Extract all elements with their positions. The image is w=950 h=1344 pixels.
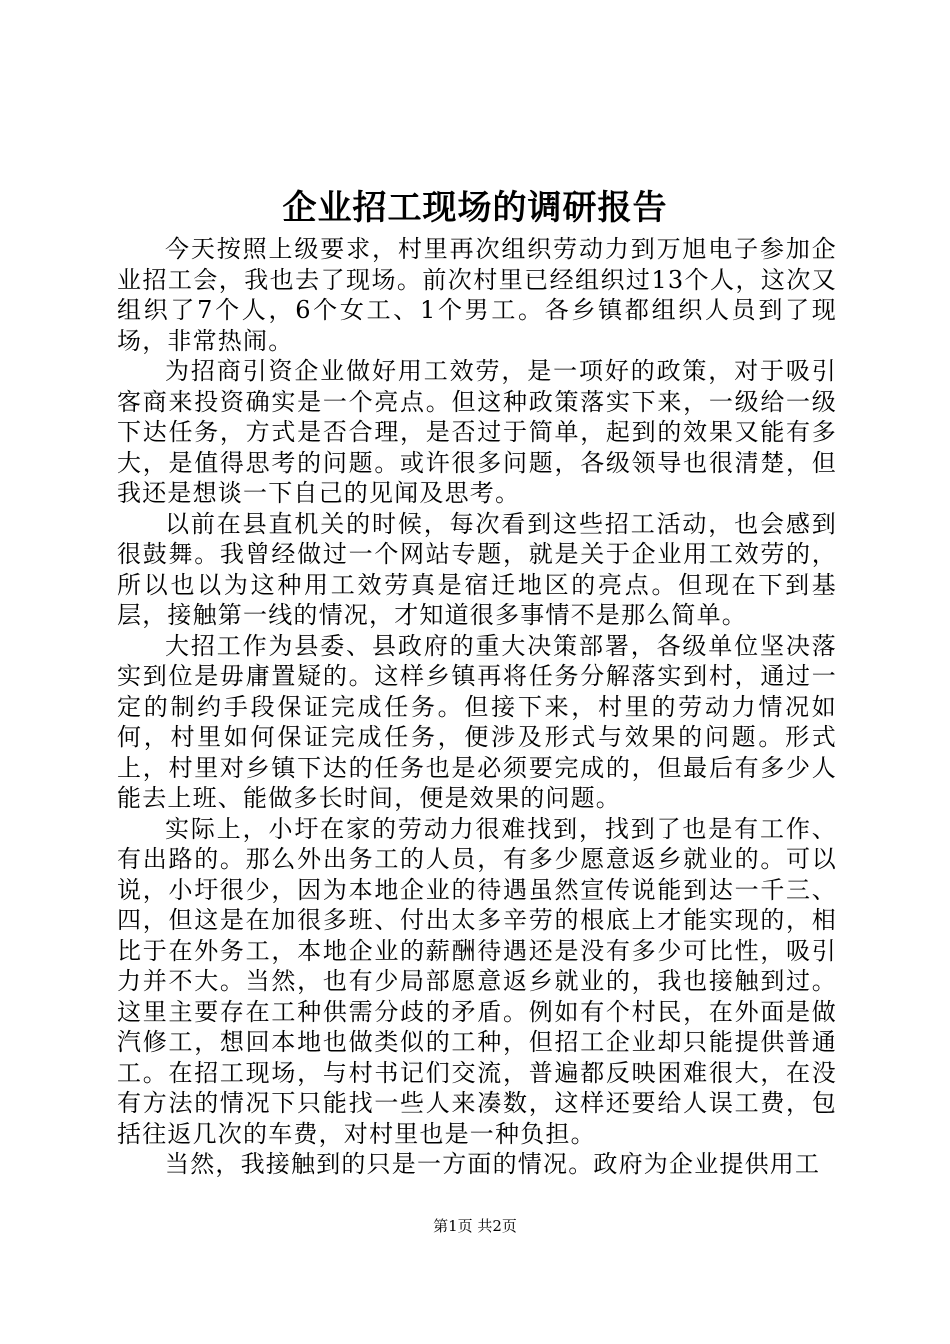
paragraph: 大招工作为县委、县政府的重大决策部署，各级单位坚决落实到位是毋庸置疑的。这样乡镇再将任务分解落实到村，通过一定的制约手段保证完成任务。但接下来，村里的劳动力情况如何，村里如何保证完成任务，便涉及形式与效果的问题。形式上，村里对乡镇下达的任务也是必须要完成的，但最后有多少人能去上班、能做多长时间，便是效果的问题。: [117, 631, 837, 812]
paragraph: 以前在县直机关的时候，每次看到这些招工活动，也会感到很鼓舞。我曾经做过一个网站专题，就是关于企业用工效劳的，所以也以为这种用工效劳真是宿迁地区的亮点。但现在下到基层，接触第一线的情况，才知道很多事情不是那么简单。: [117, 509, 837, 629]
paragraph: 为招商引资企业做好用工效劳，是一项好的政策，对于吸引客商来投资确实是一个亮点。但这种政策落实下来，一级给一级下达任务，方式是否合理，是否过于简单，起到的效果又能有多大，是值得思考的问题。或许很多问题，各级领导也很清楚，但我还是想谈一下自己的见闻及思考。: [117, 357, 837, 507]
paragraph: 当然，我接触到的只是一方面的情况。政府为企业提供用工: [165, 1150, 821, 1178]
document-title: 企业招工现场的调研报告: [282, 188, 668, 228]
paragraph: 今天按照上级要求，村里再次组织劳动力到万旭电子参加企业招工会，我也去了现场。前次村里已经组织过13个人，这次又组织了7个人，6个女工、1个男工。各乡镇都组织人员到了现场，非常热闹。: [117, 235, 837, 355]
page-footer: 第1页 共2页: [433, 1217, 517, 1235]
document-body: [117, 234, 837, 1180]
paragraph: 实际上，小圩在家的劳动力很难找到，找到了也是有工作、有出路的。那么外出务工的人员，有多少愿意返乡就业的。可以说，小圩很少，因为本地企业的待遇虽然宣传说能到达一千三、四，但这是在加很多班、付出太多辛劳的根底上才能实现的，相比于在外务工，本地企业的薪酬待遇还是没有多少可比性，吸引力并不大。当然，也有少局部愿意返乡就业的，我也接触到过。这里主要存在工种供需分歧的矛盾。例如有个村民，在外面是做汽修工，想回本地也做类似的工种，但招工企业却只能提供普通工。在招工现场，与村书记们交流，普遍都反映困难很大，在没有方法的情况下只能找一些人来凑数，这样还要给人误工费，包括往返几次的车费，对村里也是一种负担。: [117, 814, 837, 1148]
